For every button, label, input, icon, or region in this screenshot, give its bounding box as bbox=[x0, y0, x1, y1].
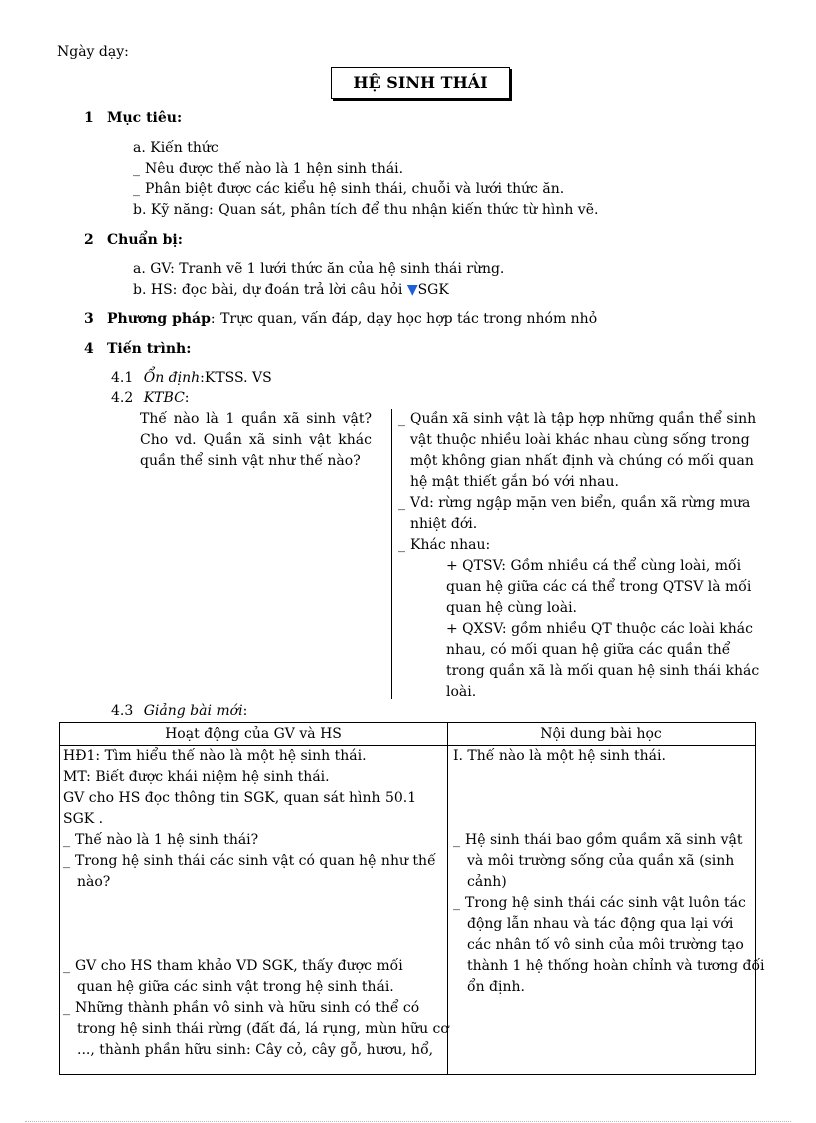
prep-b-text: b. HS: đọc bài, dự đoán trả lời câu hỏi bbox=[133, 282, 403, 298]
ktbc-answer-line: loài. bbox=[446, 684, 477, 700]
step-4-1-number: 4.1 bbox=[111, 370, 134, 386]
objective-a-item: _ Phân biệt được các kiểu hệ sinh thái, chuỗi và lưới thức ăn. bbox=[133, 181, 565, 197]
section-3-text: : Trực quan, vấn đáp, dạy học hợp tác trong nhóm nhỏ bbox=[210, 311, 598, 327]
table-header-activities: Hoạt động của GV và HS bbox=[60, 723, 447, 746]
objective-a-item-1: Nêu được thế nào là 1 hện sinh thái. bbox=[145, 161, 404, 177]
activity-line: _ Những thành phần vô sinh và hữu sinh có thể có bbox=[63, 1000, 420, 1016]
content-line: cảnh) bbox=[467, 874, 507, 890]
ktbc-answer-line: trong quần xã là mối quan hệ sinh thái khác bbox=[446, 663, 760, 679]
lesson-table bbox=[59, 722, 765, 1075]
step-4-3-text: : bbox=[242, 703, 248, 719]
step-4-1-text: :KTSS. VS bbox=[200, 370, 272, 386]
prep-b-student bbox=[133, 282, 449, 298]
step-4-3-label: Giảng bài mới bbox=[143, 703, 243, 719]
step-4-1 bbox=[111, 370, 272, 386]
activity-line: MT: Biết được khái niệm hệ sinh thái. bbox=[63, 769, 330, 785]
ktbc-answer-line: nhau, có mối quan hệ giữa các quần thể bbox=[446, 642, 731, 658]
ktbc-divider bbox=[391, 409, 392, 699]
section-1-label: Mục tiêu: bbox=[107, 110, 183, 126]
content-spacer bbox=[453, 767, 755, 830]
content-line: _ Trong hệ sinh thái các sinh vật luôn tác bbox=[453, 895, 746, 911]
table-cell-activities bbox=[63, 746, 449, 1061]
ktbc-answer-line: _ Quần xã sinh vật là tập hợp những quần thể sinh bbox=[398, 411, 757, 427]
section-2-label: Chuẩn bị: bbox=[107, 232, 183, 248]
content-line: _ Hệ sinh thái bao gồm quầm xã sinh vật bbox=[453, 832, 743, 848]
table-header-content: Nội dung bài học bbox=[447, 723, 755, 746]
ktbc-question bbox=[140, 409, 372, 472]
ktbc-answer-line: vật thuộc nhiều loài khác nhau cùng sống trong bbox=[410, 432, 750, 448]
ktbc-answer-line: _ Vd: rừng ngập mặn ven biển, quần xã rừng mưa bbox=[398, 495, 751, 511]
ktbc-answer-line: + QTSV: Gồm nhiều cá thể cùng loài, mối bbox=[446, 558, 742, 574]
ktbc-question-line: quần thể sinh vật như thế nào? bbox=[140, 453, 361, 469]
ktbc-answer-line: nhiệt đới. bbox=[410, 516, 478, 532]
page-title: HỆ SINH THÁI bbox=[331, 67, 510, 99]
step-4-1-label: Ổn định bbox=[143, 370, 201, 386]
activity-line: quan hệ giữa các sinh vật trong hệ sinh thái. bbox=[77, 979, 394, 995]
objective-a-knowledge: a. Kiến thức bbox=[133, 140, 219, 156]
objective-b-skills: b. Kỹ năng: Quan sát, phân tích để thu nhận kiến thức từ hình vẽ. bbox=[133, 202, 599, 218]
activity-line: SGK . bbox=[63, 811, 104, 827]
step-4-2-label: KTBC bbox=[143, 390, 185, 406]
table-cell-content bbox=[453, 746, 765, 998]
activity-line: _ GV cho HS tham khảo VD SGK, thấy được mối bbox=[63, 958, 403, 974]
section-1-number: 1 bbox=[84, 110, 94, 126]
page-bottom-border bbox=[25, 1121, 791, 1122]
activity-line: nào? bbox=[77, 874, 111, 890]
section-4-number: 4 bbox=[84, 341, 94, 357]
activity-line: _ Thế nào là 1 hệ sinh thái? bbox=[63, 832, 259, 848]
step-4-2-text: : bbox=[184, 390, 190, 406]
content-line: ổn định. bbox=[467, 979, 525, 995]
ktbc-question-line: Cho vd. Quần xã sinh vật khác bbox=[140, 432, 372, 448]
activity-line: HĐ1: Tìm hiểu thế nào là một hệ sinh thái. bbox=[63, 748, 367, 764]
step-4-2-number: 4.2 bbox=[111, 390, 134, 406]
ktbc-answer-line: _ Khác nhau: bbox=[398, 537, 491, 553]
ktbc-question-line: Thế nào là 1 quần xã sinh vật? bbox=[140, 411, 372, 427]
ktbc-answer-line: quan hệ giữa các cá thể trong QTSV là mối bbox=[446, 579, 752, 595]
activity-line: trong hệ sinh thái rừng (đất đá, lá rụng, mùn hữu cơ bbox=[77, 1021, 449, 1037]
ktbc-answer-line: + QXSV: gồm nhiều QT thuộc các loài khác bbox=[446, 621, 753, 637]
activity-line: ..., thành phần hữu sinh: Cây cỏ, cây gỗ, hươu, hổ, bbox=[77, 1042, 434, 1058]
ktbc-answer-line: một không gian nhất định và chúng có mối quan bbox=[410, 453, 754, 469]
section-3 bbox=[84, 311, 94, 327]
ktbc-answer-line: hệ mật thiết gắn bó với nhau. bbox=[410, 474, 619, 490]
activity-line: GV cho HS đọc thông tin SGK, quan sát hình 50.1 bbox=[63, 790, 417, 806]
teaching-date-label: Ngày dạy: bbox=[57, 44, 129, 60]
down-triangle-icon: ▼ bbox=[406, 282, 418, 298]
content-line: động lẫn nhau và tác động qua lại với bbox=[467, 916, 734, 932]
content-line: thành 1 hệ thống hoàn chỉnh và tương đối bbox=[467, 958, 765, 974]
section-2-number: 2 bbox=[84, 232, 94, 248]
content-line: I. Thế nào là một hệ sinh thái. bbox=[453, 748, 666, 764]
objective-a-item-2: Phân biệt được các kiểu hệ sinh thái, chuỗi và lưới thức ăn. bbox=[145, 181, 565, 197]
ktbc-answer-line: quan hệ cùng loài. bbox=[446, 600, 578, 616]
section-3-method bbox=[107, 311, 597, 327]
prep-b-sgk: SGK bbox=[417, 282, 449, 298]
step-4-3 bbox=[111, 703, 247, 719]
step-4-3-number: 4.3 bbox=[111, 703, 134, 719]
activity-line: _ Trong hệ sinh thái các sinh vật có quan hệ như thế bbox=[63, 853, 436, 869]
section-3-label: Phương pháp bbox=[107, 311, 211, 327]
activity-spacer bbox=[63, 893, 443, 956]
prep-a-teacher: a. GV: Tranh vẽ 1 lưới thức ăn của hệ sinh thái rừng. bbox=[133, 261, 505, 277]
section-4-label: Tiến trình: bbox=[107, 341, 192, 357]
content-line: các nhân tố vô sinh của môi trường tạo bbox=[467, 937, 744, 953]
ktbc-answer bbox=[398, 409, 760, 703]
objective-a-item: _ Nêu được thế nào là 1 hện sinh thái. bbox=[133, 161, 404, 177]
content-line: và môi trường sống của quần xã (sinh bbox=[467, 853, 735, 869]
section-3-number: 3 bbox=[84, 311, 94, 327]
step-4-2 bbox=[111, 390, 190, 406]
